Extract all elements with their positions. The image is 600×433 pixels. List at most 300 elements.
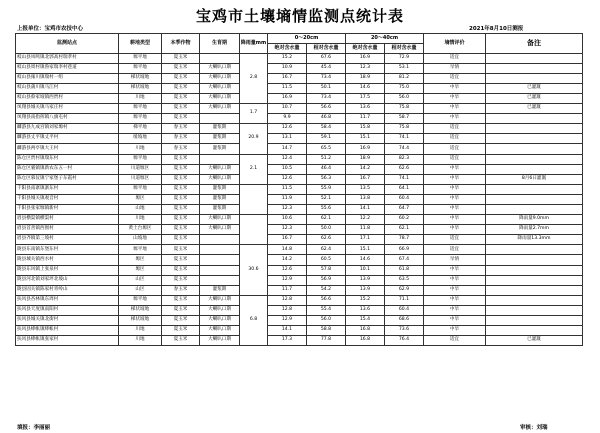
site-cell: 陇县城关镇西水村 <box>16 255 119 265</box>
note-cell <box>486 134 583 144</box>
abs-moisture-0-20-cell: 12.3 <box>268 205 307 215</box>
rel-moisture-20-40-cell: 66.9 <box>385 245 424 255</box>
evaluation-cell: 中旱 <box>424 194 486 204</box>
table-row <box>16 73 583 83</box>
growth-stage-cell: 灌浆期 <box>200 134 240 144</box>
crop-cell: 夏玉米 <box>162 255 200 265</box>
note-cell: 已灌溉 <box>486 83 583 93</box>
crop-cell: 夏玉米 <box>162 184 200 194</box>
table-row <box>16 104 583 114</box>
abs-moisture-20-40-cell: 15.1 <box>346 134 385 144</box>
site-cell: 眉县首善镇西围村 <box>16 225 119 235</box>
soil-type-cell: 塬平地 <box>119 154 162 164</box>
note-cell <box>486 305 583 315</box>
note-cell: 降雨量13.3mm <box>486 235 583 245</box>
rel-moisture-20-40-cell: 75.0 <box>385 83 424 93</box>
rel-moisture-0-20-cell: 56.6 <box>307 295 346 305</box>
table-row <box>16 144 583 154</box>
growth-stage-cell: 灌浆期 <box>200 205 240 215</box>
growth-stage-cell: 灌浆期 <box>200 184 240 194</box>
table-row <box>16 53 583 63</box>
table-row <box>16 285 583 295</box>
soil-moisture-table <box>15 33 583 346</box>
soil-type-cell: 梯平地 <box>119 124 162 134</box>
rel-moisture-20-40-cell: 75.8 <box>385 104 424 114</box>
crop-cell: 夏玉米 <box>162 83 200 93</box>
abs-moisture-0-20-cell: 12.6 <box>268 174 307 184</box>
growth-stage-cell: 灌浆期 <box>200 124 240 134</box>
site-cell: 陇县河北镇刘家坪北坡山 <box>16 275 119 285</box>
abs-moisture-0-20-cell: 12.9 <box>268 316 307 326</box>
growth-stage-cell: 大喇叭口期 <box>200 316 240 326</box>
soil-type-cell: 塬平地 <box>119 104 162 114</box>
evaluation-cell: 中旱 <box>424 295 486 305</box>
rel-moisture-20-40-cell: 67.4 <box>385 255 424 265</box>
note-cell <box>486 295 583 305</box>
rel-moisture-0-20-cell: 55.9 <box>307 184 346 194</box>
note-cell <box>486 154 583 164</box>
crop-cell: 夏玉米 <box>162 93 200 103</box>
growth-stage-cell: 大喇叭口期 <box>200 93 240 103</box>
rainfall-cell: 1.7 <box>240 104 268 124</box>
table-row <box>16 336 583 346</box>
rel-moisture-0-20-cell: 51.2 <box>307 154 346 164</box>
rel-moisture-0-20-cell: 77.8 <box>307 336 346 346</box>
rel-moisture-20-40-cell: 64.7 <box>385 205 424 215</box>
site-cell: 岐山县蔡家坡镇西贾村 <box>16 93 119 103</box>
growth-stage-cell: 大喇叭口期 <box>200 63 240 73</box>
growth-stage-cell: 灌浆期 <box>200 285 240 295</box>
evaluation-cell: 中旱 <box>424 285 486 295</box>
abs-moisture-20-40-cell: 15.2 <box>346 295 385 305</box>
abs-moisture-0-20-cell: 16.9 <box>268 93 307 103</box>
site-cell: 陈仓区慕仪镇宁家堡子东霞村 <box>16 174 119 184</box>
abs-moisture-0-20-cell: 17.3 <box>268 336 307 346</box>
evaluation-cell: 旱情 <box>424 63 486 73</box>
site-cell: 凤翔县城关镇马家庄村 <box>16 104 119 114</box>
abs-moisture-20-40-cell: 12.2 <box>346 215 385 225</box>
header-rainfall: 降雨量mm <box>240 34 268 54</box>
growth-stage-cell: 灌浆期 <box>200 144 240 154</box>
rel-moisture-20-40-cell: 63.5 <box>385 275 424 285</box>
soil-type-cell: 黄土台塬区 <box>119 225 162 235</box>
rel-moisture-20-40-cell: 53.1 <box>385 63 424 73</box>
crop-cell: 夏玉米 <box>162 225 200 235</box>
abs-moisture-0-20-cell: 10.6 <box>268 215 307 225</box>
table-row <box>16 275 583 285</box>
soil-type-cell: 川地 <box>119 144 162 154</box>
rel-moisture-0-20-cell: 57.8 <box>307 265 346 275</box>
crop-cell: 夏玉米 <box>162 63 200 73</box>
evaluation-cell: 中旱 <box>424 275 486 285</box>
rel-moisture-20-40-cell: 74.4 <box>385 144 424 154</box>
site-cell: 陇县东南镇东堡东村 <box>16 245 119 255</box>
header-layer-0-20: 0～20cm <box>268 34 346 44</box>
evaluation-cell: 适宜 <box>424 124 486 134</box>
evaluation-cell: 中旱 <box>424 305 486 315</box>
growth-stage-cell <box>200 265 240 275</box>
evaluation-cell: 中旱 <box>424 83 486 93</box>
site-cell: 陇县东风镇上张泉村 <box>16 265 119 275</box>
abs-moisture-0-20-cell: 16.7 <box>268 235 307 245</box>
site-cell: 扶风县杏林镇东周村 <box>16 295 119 305</box>
rel-moisture-0-20-cell: 67.6 <box>307 53 346 63</box>
note-cell <box>486 124 583 134</box>
growth-stage-cell: 大喇叭口期 <box>200 174 240 184</box>
crop-cell: 夏玉米 <box>162 154 200 164</box>
evaluation-cell: 中旱 <box>424 225 486 235</box>
abs-moisture-20-40-cell: 17.1 <box>346 235 385 245</box>
abs-moisture-0-20-cell: 10.7 <box>268 104 307 114</box>
rel-moisture-20-40-cell: 72.9 <box>385 53 424 63</box>
rainfall-cell: 2.8 <box>240 53 268 103</box>
soil-type-cell: 塬平地 <box>119 295 162 305</box>
rel-moisture-20-40-cell: 60.4 <box>385 194 424 204</box>
abs-moisture-0-20-cell: 14.7 <box>268 144 307 154</box>
note-cell <box>486 326 583 336</box>
crop-cell: 夏玉米 <box>162 73 200 83</box>
evaluation-cell: 中旱 <box>424 205 486 215</box>
note-cell <box>486 205 583 215</box>
growth-stage-cell: 大喇叭口期 <box>200 336 240 346</box>
evaluation-cell: 适宜 <box>424 73 486 83</box>
header-abs-1: 绝对含水量 <box>268 43 307 53</box>
evaluation-cell: 适宜 <box>424 154 486 164</box>
evaluation-cell: 适宜 <box>424 144 486 154</box>
table-row <box>16 63 583 73</box>
note-cell <box>486 63 583 73</box>
evaluation-cell: 适宜 <box>424 336 486 346</box>
note-cell <box>486 275 583 285</box>
abs-moisture-0-20-cell: 11.5 <box>268 83 307 93</box>
soil-type-cell: 梯状坡地 <box>119 316 162 326</box>
crop-cell: 夏玉米 <box>162 265 200 275</box>
site-cell: 眉县齐镇第三坡村 <box>16 235 119 245</box>
rel-moisture-0-20-cell: 73.4 <box>307 73 346 83</box>
header-rel-2: 相对含水量 <box>385 43 424 53</box>
abs-moisture-0-20-cell: 12.4 <box>268 154 307 164</box>
site-cell: 麟游县九成宫镇刘家塬村 <box>16 124 119 134</box>
crop-cell: 夏玉米 <box>162 205 200 215</box>
evaluation-cell: 中旱 <box>424 316 486 326</box>
table-row <box>16 235 583 245</box>
rel-moisture-20-40-cell: 78.7 <box>385 235 424 245</box>
evaluation-cell: 中旱 <box>424 104 486 114</box>
rel-moisture-0-20-cell: 58.8 <box>307 326 346 336</box>
abs-moisture-20-40-cell: 13.5 <box>346 184 385 194</box>
site-cell: 陈仓区虢镇镇新农东五一村 <box>16 164 119 174</box>
abs-moisture-0-20-cell: 11.5 <box>268 184 307 194</box>
rel-moisture-0-20-cell: 45.4 <box>307 63 346 73</box>
note-cell: 降雨量9.0mm <box>486 215 583 225</box>
rel-moisture-0-20-cell: 60.5 <box>307 255 346 265</box>
note-cell <box>486 53 583 63</box>
growth-stage-cell: 大喇叭口期 <box>200 225 240 235</box>
rainfall-cell: 6.8 <box>240 295 268 345</box>
site-cell: 扶风县绛帐镇绛帐村 <box>16 326 119 336</box>
crop-cell: 春玉米 <box>162 285 200 295</box>
rel-moisture-0-20-cell: 55.4 <box>307 305 346 315</box>
note-cell <box>486 316 583 326</box>
abs-moisture-20-40-cell: 14.6 <box>346 83 385 93</box>
abs-moisture-20-40-cell: 15.1 <box>346 245 385 255</box>
rel-moisture-0-20-cell: 52.1 <box>307 194 346 204</box>
rel-moisture-0-20-cell: 62.1 <box>307 215 346 225</box>
soil-type-cell: 川地 <box>119 215 162 225</box>
evaluation-cell: 中旱 <box>424 164 486 174</box>
evaluation-cell: 中旱 <box>424 326 486 336</box>
rel-moisture-0-20-cell: 62.6 <box>307 235 346 245</box>
rel-moisture-0-20-cell: 54.2 <box>307 285 346 295</box>
rel-moisture-20-40-cell: 76.4 <box>385 336 424 346</box>
crop-cell: 夏玉米 <box>162 295 200 305</box>
soil-type-cell: 山坡地 <box>119 235 162 245</box>
soil-type-cell: 缓坡地 <box>119 134 162 144</box>
rel-moisture-20-40-cell: 74.1 <box>385 134 424 144</box>
evaluation-cell: 适宜 <box>424 245 486 255</box>
table-row <box>16 124 583 134</box>
table-row <box>16 154 583 164</box>
rel-moisture-0-20-cell: 62.4 <box>307 245 346 255</box>
page-title: 宝鸡市土壤墒情监测点统计表 <box>195 7 404 25</box>
soil-type-cell: 塬平地 <box>119 245 162 255</box>
soil-type-cell: 塬平地 <box>119 53 162 63</box>
note-cell <box>486 265 583 275</box>
abs-moisture-20-40-cell: 16.9 <box>346 53 385 63</box>
note-cell <box>486 114 583 124</box>
crop-cell: 夏玉米 <box>162 114 200 124</box>
table-row <box>16 225 583 235</box>
soil-type-cell: 川地 <box>119 93 162 103</box>
filler: 填报：李丽丽 <box>17 425 51 431</box>
crop-cell: 夏玉米 <box>162 164 200 174</box>
soil-type-cell: 塬区 <box>119 265 162 275</box>
rainfall-cell: 2.1 <box>240 154 268 184</box>
crop-cell: 夏玉米 <box>162 305 200 315</box>
header-soil-type: 耕地类型 <box>119 34 162 54</box>
growth-stage-cell: 灌浆期 <box>200 194 240 204</box>
growth-stage-cell: 大喇叭口期 <box>200 104 240 114</box>
soil-type-cell: 梯状坡地 <box>119 73 162 83</box>
rel-moisture-0-20-cell: 46.8 <box>307 114 346 124</box>
header-crop: 本季作物 <box>162 34 200 54</box>
soil-type-cell: 塬区 <box>119 255 162 265</box>
soil-type-cell: 川地 <box>119 326 162 336</box>
abs-moisture-0-20-cell: 12.8 <box>268 305 307 315</box>
rel-moisture-20-40-cell: 81.2 <box>385 73 424 83</box>
growth-stage-cell <box>200 154 240 164</box>
note-cell <box>486 194 583 204</box>
table-row <box>16 83 583 93</box>
crop-cell: 春玉米 <box>162 134 200 144</box>
rel-moisture-0-20-cell: 56.0 <box>307 316 346 326</box>
growth-stage-cell: 大喇叭口期 <box>200 73 240 83</box>
soil-type-cell: 梯状坡地 <box>119 305 162 315</box>
abs-moisture-0-20-cell: 13.1 <box>268 134 307 144</box>
growth-stage-cell <box>200 245 240 255</box>
abs-moisture-20-40-cell: 10.1 <box>346 265 385 275</box>
abs-moisture-0-20-cell: 10.9 <box>268 63 307 73</box>
site-cell: 扶风县绛帐镇张家村 <box>16 336 119 346</box>
abs-moisture-20-40-cell: 15.8 <box>346 124 385 134</box>
site-cell: 岐山县蒲川镇马江村 <box>16 83 119 93</box>
evaluation-cell: 中旱 <box>424 114 486 124</box>
rel-moisture-0-20-cell: 56.9 <box>307 275 346 285</box>
site-cell: 扶风县城关镇北街村 <box>16 316 119 326</box>
note-cell <box>486 255 583 265</box>
site-cell: 千阳县南寨镇寨东村 <box>16 184 119 194</box>
table-row <box>16 174 583 184</box>
evaluation-cell: 适宜 <box>424 134 486 144</box>
rel-moisture-0-20-cell: 59.1 <box>307 134 346 144</box>
soil-type-cell: 塬平地 <box>119 184 162 194</box>
crop-cell: 夏玉米 <box>162 215 200 225</box>
rel-moisture-0-20-cell: 50.0 <box>307 225 346 235</box>
rel-moisture-0-20-cell: 46.4 <box>307 164 346 174</box>
rel-moisture-20-40-cell: 71.1 <box>385 295 424 305</box>
abs-moisture-20-40-cell: 13.9 <box>346 285 385 295</box>
abs-moisture-20-40-cell: 11.7 <box>346 114 385 124</box>
reviewer: 审核：刘瑞 <box>520 425 548 431</box>
crop-cell: 夏玉米 <box>162 336 200 346</box>
table-row <box>16 326 583 336</box>
growth-stage-cell: 大喇叭口期 <box>200 326 240 336</box>
note-cell <box>486 245 583 255</box>
site-cell: 眉县横渠镇横渠村 <box>16 215 119 225</box>
site-cell: 陇县固关镇陈家村青岭山 <box>16 285 119 295</box>
rel-moisture-20-40-cell: 60.4 <box>385 305 424 315</box>
evaluation-cell: 适宜 <box>424 53 486 63</box>
rel-moisture-20-40-cell: 62.9 <box>385 285 424 295</box>
rainfall-cell: 20.9 <box>240 124 268 154</box>
abs-moisture-20-40-cell: 16.7 <box>346 174 385 184</box>
evaluation-cell: 中旱 <box>424 215 486 225</box>
note-cell <box>486 285 583 295</box>
rel-moisture-0-20-cell: 50.1 <box>307 83 346 93</box>
abs-moisture-0-20-cell: 14.1 <box>268 326 307 336</box>
rel-moisture-20-40-cell: 56.0 <box>385 93 424 103</box>
crop-cell: 夏玉米 <box>162 316 200 326</box>
abs-moisture-20-40-cell: 13.8 <box>346 194 385 204</box>
note-cell <box>486 73 583 83</box>
growth-stage-cell: 大喇叭口期 <box>200 305 240 315</box>
abs-moisture-20-40-cell: 16.8 <box>346 336 385 346</box>
growth-stage-cell <box>200 255 240 265</box>
rel-moisture-20-40-cell: 68.6 <box>385 316 424 326</box>
rel-moisture-20-40-cell: 60.2 <box>385 215 424 225</box>
growth-stage-cell <box>200 275 240 285</box>
rainfall-cell <box>240 184 268 214</box>
soil-type-cell: 川地 <box>119 336 162 346</box>
site-cell: 陈仓区贾村镇瑞东村 <box>16 154 119 164</box>
abs-moisture-0-20-cell: 9.9 <box>268 114 307 124</box>
growth-stage-cell <box>200 114 240 124</box>
site-cell: 凤翔县南指挥镇八旗屯村 <box>16 114 119 124</box>
table-row <box>16 134 583 144</box>
site-cell: 岐山县凤鸣镇北郭高村瑞孝村 <box>16 53 119 63</box>
site-cell: 扶风县天度镇南阳村 <box>16 305 119 315</box>
evaluation-cell: 中旱 <box>424 174 486 184</box>
evaluation-cell: 中旱 <box>424 184 486 194</box>
abs-moisture-20-40-cell: 15.4 <box>346 316 385 326</box>
abs-moisture-0-20-cell: 14.2 <box>268 255 307 265</box>
abs-moisture-20-40-cell: 16.8 <box>346 326 385 336</box>
crop-cell: 夏玉米 <box>162 235 200 245</box>
abs-moisture-0-20-cell: 15.2 <box>268 53 307 63</box>
rel-moisture-0-20-cell: 58.4 <box>307 124 346 134</box>
table-row <box>16 194 583 204</box>
abs-moisture-20-40-cell: 12.3 <box>346 63 385 73</box>
abs-moisture-20-40-cell: 13.6 <box>346 305 385 315</box>
header-note: 备注 <box>486 34 583 54</box>
note-cell: 已灌溉 <box>486 93 583 103</box>
evaluation-cell: 中旱 <box>424 265 486 275</box>
evaluation-cell: 中旱 <box>424 93 486 103</box>
abs-moisture-20-40-cell: 18.9 <box>346 154 385 164</box>
note-cell <box>486 164 583 174</box>
abs-moisture-0-20-cell: 14.8 <box>268 245 307 255</box>
growth-stage-cell <box>200 53 240 63</box>
soil-type-cell: 川道塬区 <box>119 174 162 184</box>
rel-moisture-20-40-cell: 82.3 <box>385 154 424 164</box>
soil-type-cell: 川道塬区 <box>119 164 162 174</box>
table-row <box>16 265 583 275</box>
crop-cell: 夏玉米 <box>162 194 200 204</box>
crop-cell: 夏玉米 <box>162 174 200 184</box>
soil-type-cell: 塬区 <box>119 194 162 204</box>
site-cell: 麟游县两亭镇大王村 <box>16 144 119 154</box>
abs-moisture-20-40-cell: 14.2 <box>346 164 385 174</box>
header-evaluation: 墒情评价 <box>424 34 486 54</box>
crop-cell: 夏玉米 <box>162 104 200 114</box>
note-cell: 降雨量2.7mm <box>486 225 583 235</box>
rel-moisture-20-40-cell: 62.6 <box>385 164 424 174</box>
abs-moisture-0-20-cell: 11.7 <box>268 285 307 295</box>
abs-moisture-0-20-cell: 12.6 <box>268 265 307 275</box>
rel-moisture-20-40-cell: 73.6 <box>385 326 424 336</box>
abs-moisture-20-40-cell: 13.9 <box>346 275 385 285</box>
report-date: 2021年8月10日测报 <box>469 26 524 32</box>
rel-moisture-0-20-cell: 65.5 <box>307 144 346 154</box>
table-row <box>16 164 583 174</box>
crop-cell: 夏玉米 <box>162 275 200 285</box>
note-cell <box>486 144 583 154</box>
rel-moisture-20-40-cell: 62.1 <box>385 225 424 235</box>
soil-type-cell: 梯状坡地 <box>119 83 162 93</box>
report-unit: 上报单位：宝鸡市农技中心 <box>17 26 84 32</box>
table-row <box>16 114 583 124</box>
table-row <box>16 255 583 265</box>
evaluation-cell: 适宜 <box>424 235 486 245</box>
table-row <box>16 205 583 215</box>
table-row <box>16 245 583 255</box>
note-cell <box>486 184 583 194</box>
rainfall-cell <box>240 215 268 245</box>
abs-moisture-0-20-cell: 12.9 <box>268 275 307 285</box>
evaluation-cell: 旱情 <box>424 255 486 265</box>
note-cell: 已灌溉 <box>486 104 583 114</box>
site-cell: 千阳县城关镇观音村 <box>16 194 119 204</box>
table-row <box>16 215 583 225</box>
crop-cell: 夏玉米 <box>162 53 200 63</box>
table-row <box>16 184 583 194</box>
rel-moisture-20-40-cell: 75.8 <box>385 124 424 134</box>
crop-cell: 春玉米 <box>162 144 200 154</box>
rel-moisture-0-20-cell: 73.4 <box>307 93 346 103</box>
abs-moisture-20-40-cell: 18.9 <box>346 73 385 83</box>
table-row <box>16 93 583 103</box>
header-growth-stage: 生育期 <box>200 34 240 54</box>
